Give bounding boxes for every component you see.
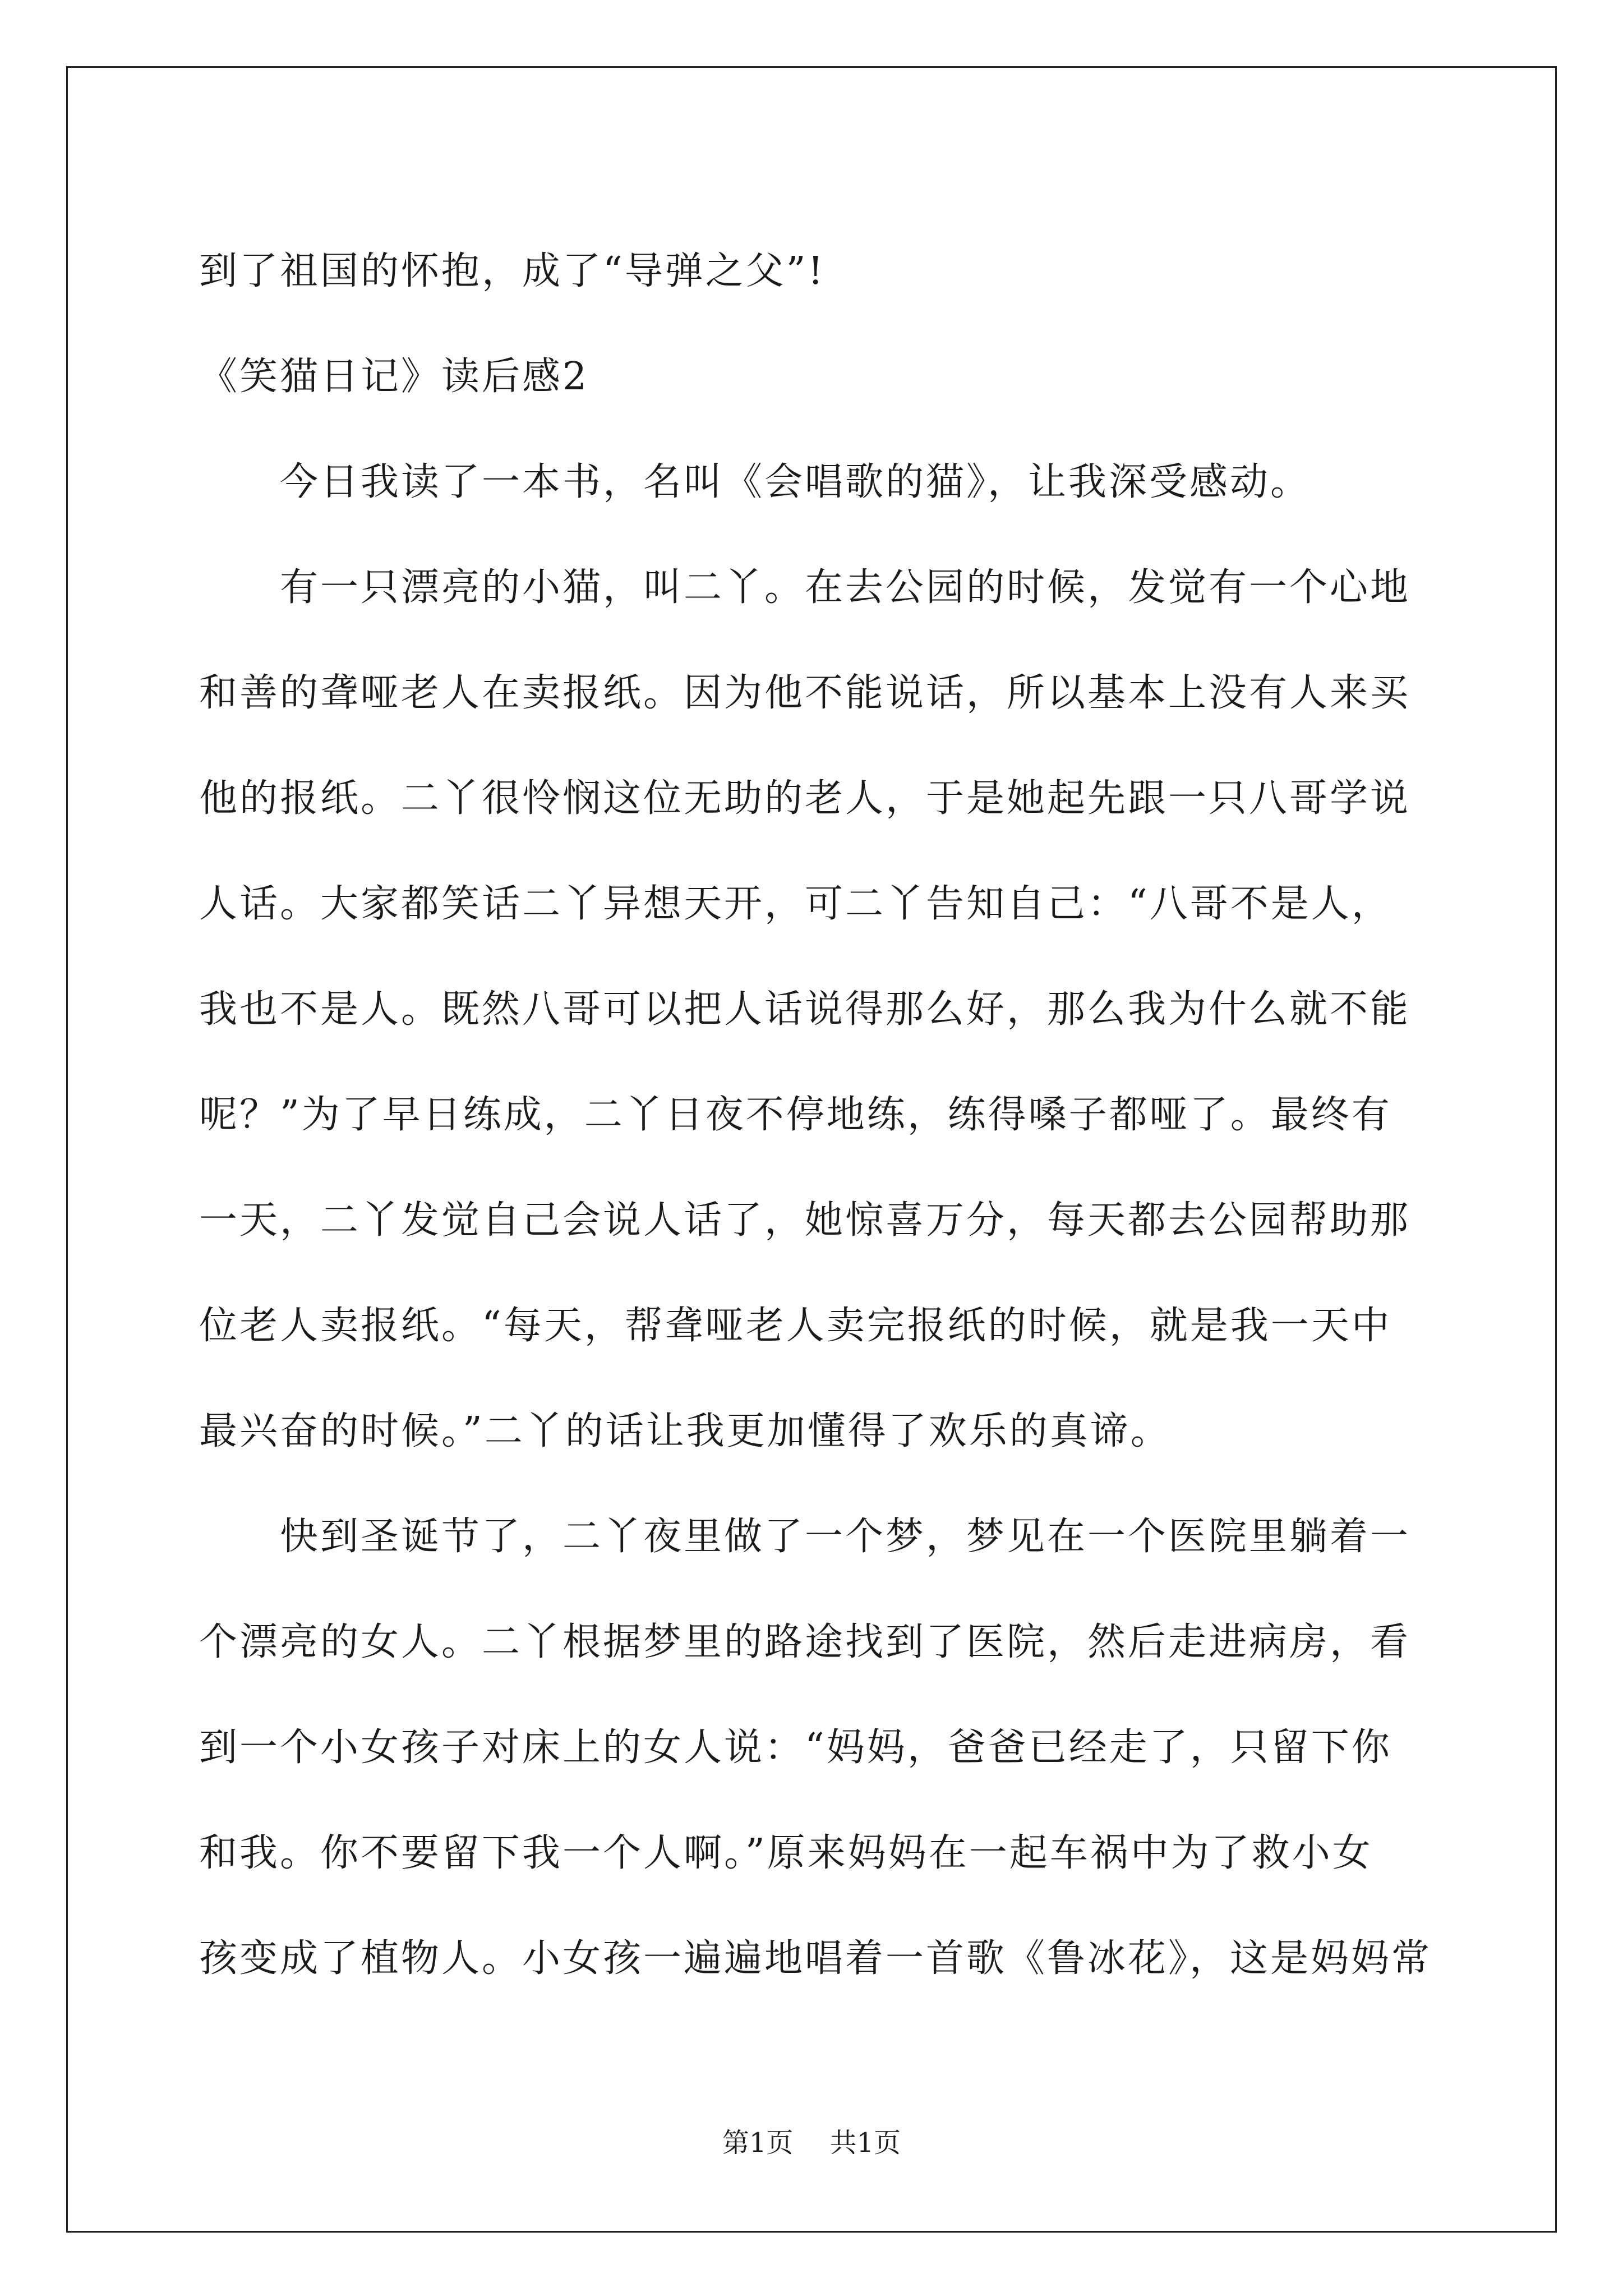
text-line: 和善的聋哑老人在卖报纸。因为他不能说话，所以基本上没有人来买 [199, 671, 1411, 715]
page-footer [0, 2126, 1623, 2160]
text-line: 孩变成了植物人。小女孩一遍遍地唱着一首歌《鲁冰花》，这是妈妈常 [199, 1936, 1432, 1981]
text-line: 个漂亮的女人。二丫根据梦里的路途找到了医院，然后走进病房，看 [199, 1620, 1411, 1664]
text-line: 快到圣诞节了，二丫夜里做了一个梦，梦见在一个医院里躺着一 [199, 1515, 1411, 1559]
text-line: 和我。你不要留下我一个人啊。”原来妈妈在一起车祸中为了救小女 [199, 1831, 1373, 1875]
page-number: 第1页 [722, 2127, 794, 2159]
text-line: 今日我读了一本书，名叫《会唱歌的猫》，让我深受感动。 [199, 460, 1311, 504]
text-line: 我也不是人。既然八哥可以把人话说得那么好，那么我为什么就不能 [199, 987, 1411, 1032]
text-line: 呢？”为了早日练成，二丫日夜不停地练，练得嗓子都哑了。最终有 [199, 1093, 1392, 1137]
text-line: 有一只漂亮的小猫，叫二丫。在去公园的时候，发觉有一个心地 [199, 565, 1411, 610]
document-body [199, 219, 1430, 2012]
text-line: 位老人卖报纸。“每天，帮聋哑老人卖完报纸的时候，就是我一天中 [199, 1304, 1392, 1348]
text-line: 最兴奋的时候。”二丫的话让我更加懂得了欢乐的真谛。 [199, 1409, 1171, 1453]
text-line: 人话。大家都笑话二丫异想天开，可二丫告知自己：“八哥不是人， [199, 882, 1392, 926]
text-line: 他的报纸。二丫很怜悯这位无助的老人，于是她起先跟一只八哥学说 [199, 776, 1411, 821]
text-line: 一天，二丫发觉自己会说人话了，她惊喜万分，每天都去公园帮助那 [199, 1198, 1411, 1243]
text-line: 到了祖国的怀抱，成了“导弹之父”! [199, 249, 826, 293]
page-total: 共1页 [829, 2127, 901, 2159]
text-line: 到一个小女孩子对床上的女人说：“妈妈，爸爸已经走了，只留下你 [199, 1726, 1392, 1770]
section-title: 《笑猫日记》读后感2 [199, 355, 589, 399]
